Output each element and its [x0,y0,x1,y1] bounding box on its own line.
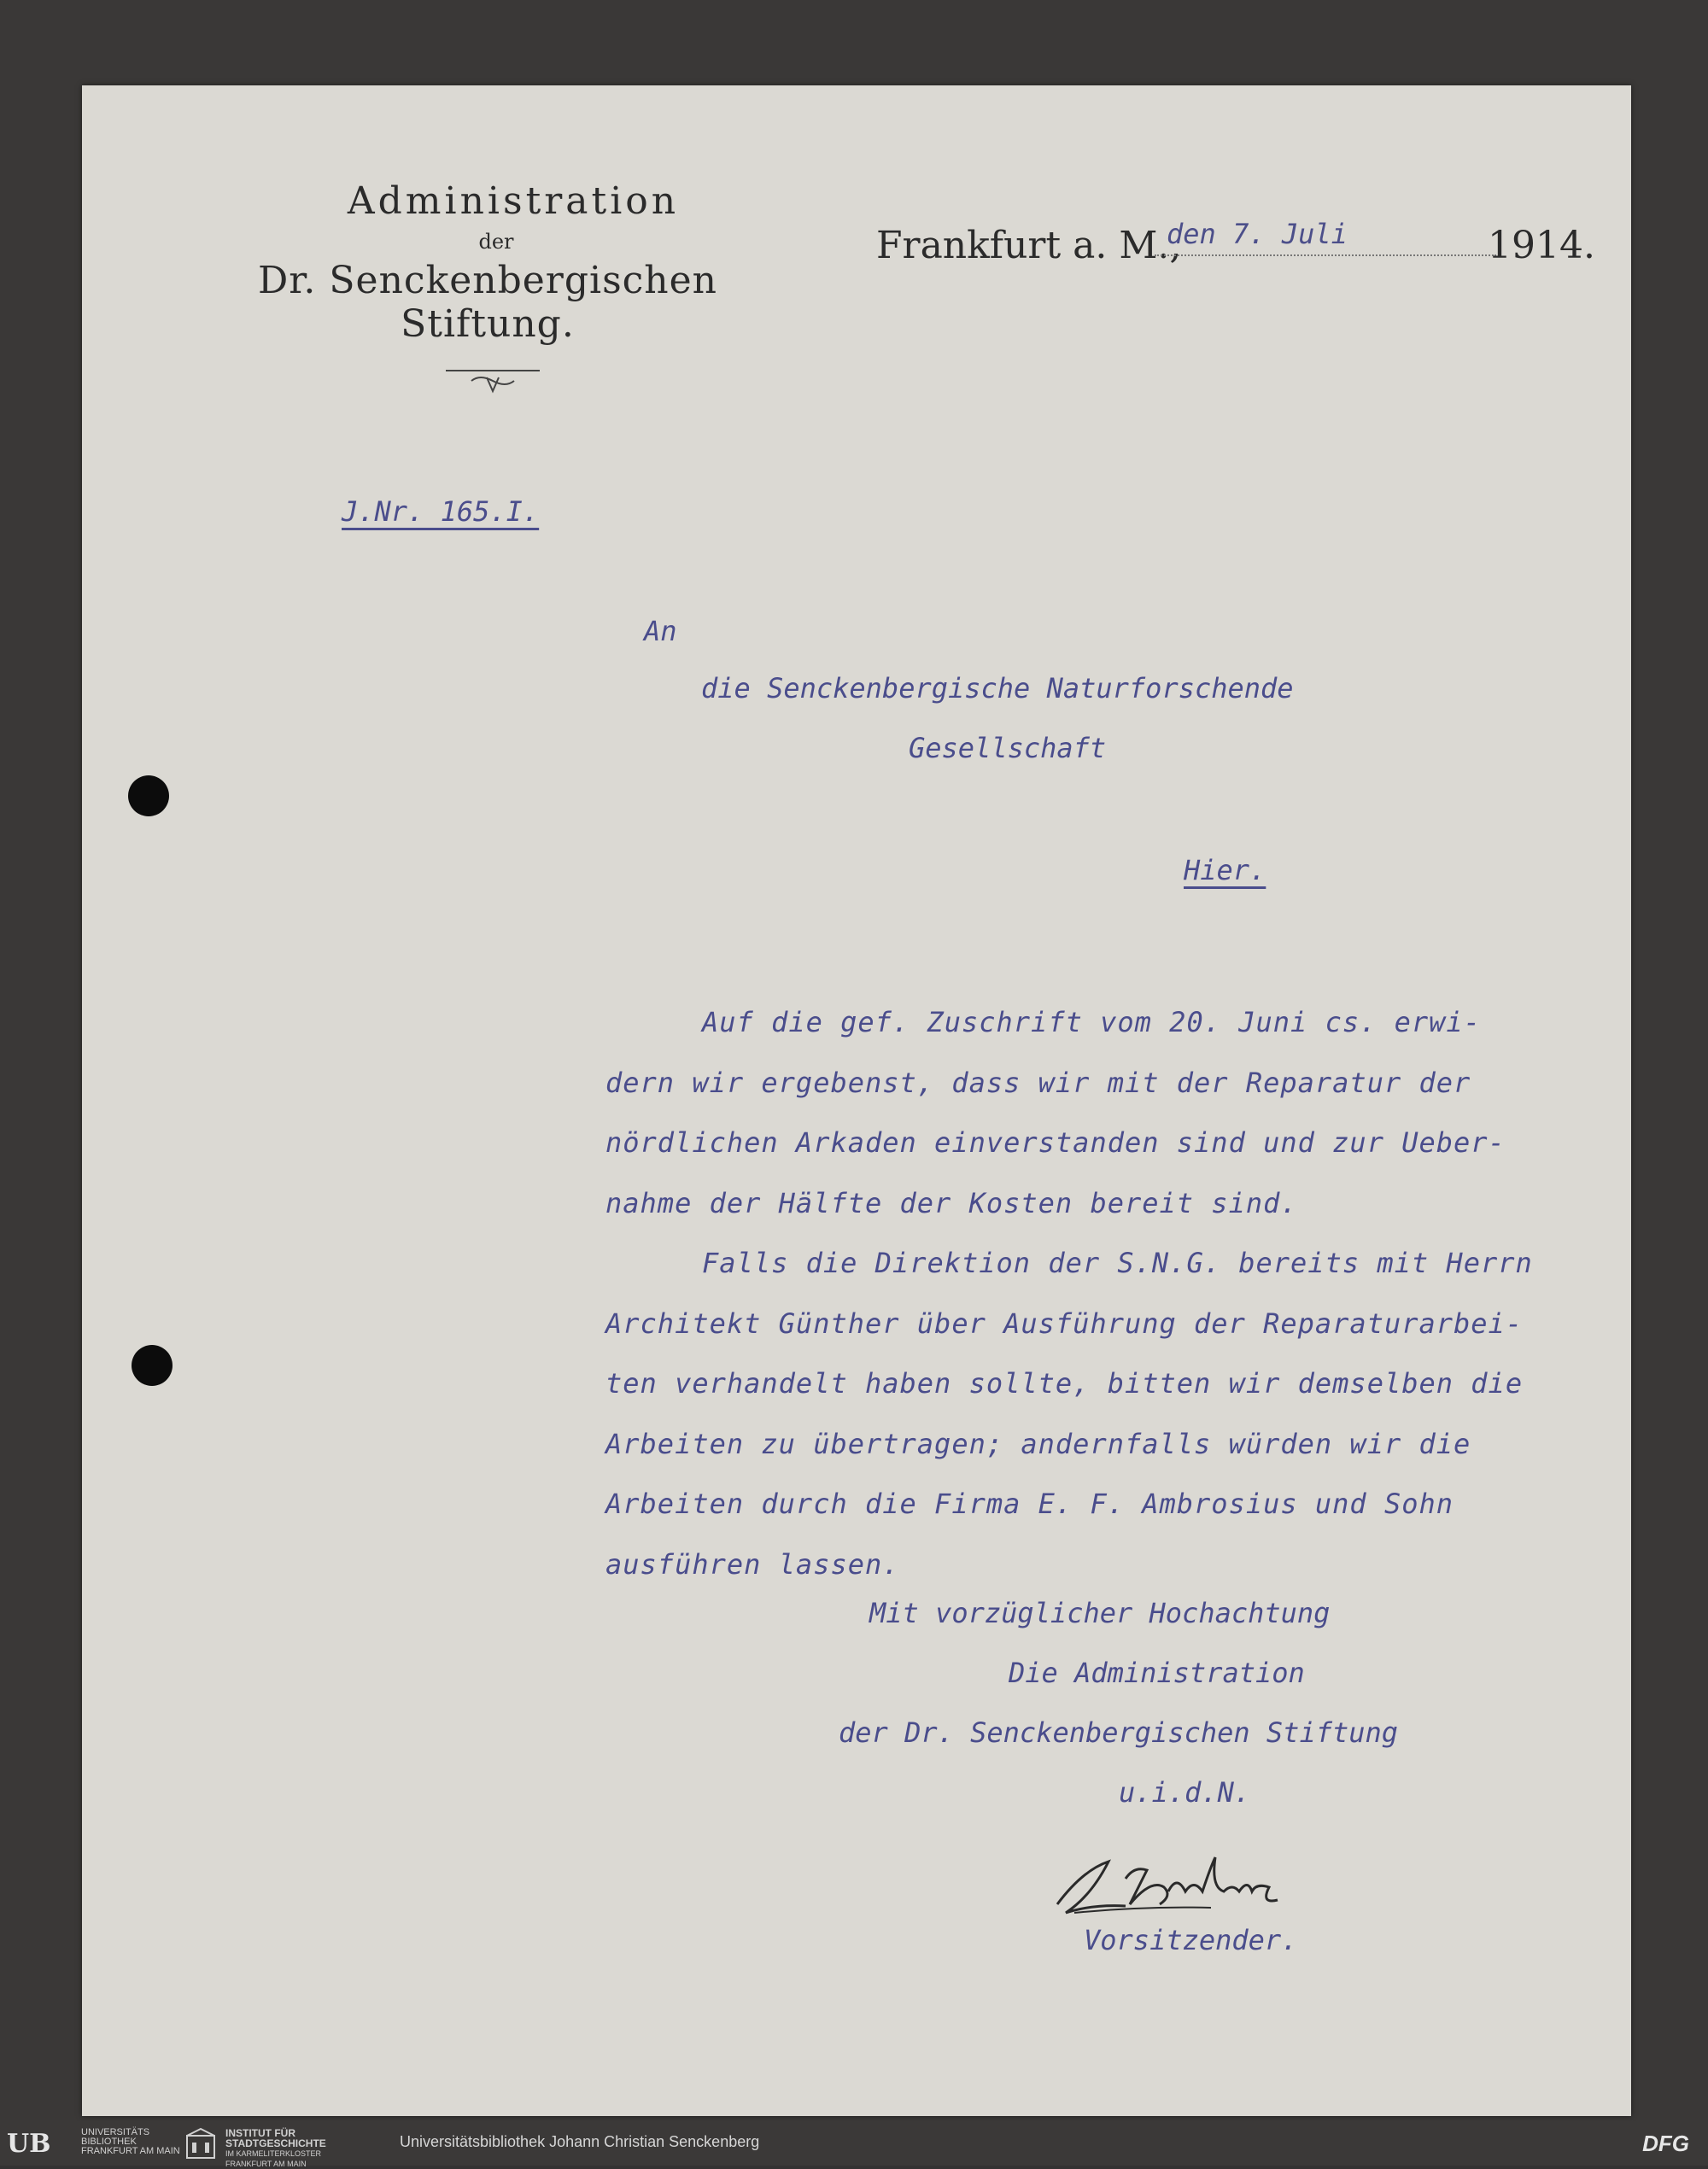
ub-logo-line: UNIVERSITÄTS [81,2127,150,2137]
letterhead [210,179,765,346]
punch-hole [128,775,169,816]
body-line: Auf die gef. Zuschrift vom 20. Juni cs. erwi- [702,1006,1481,1038]
institute-line: IM KARMELITERKLOSTER [225,2149,322,2158]
ub-logo: UB [7,2129,51,2159]
date-dotted-line [1155,254,1496,256]
closing-line-4: u.i.d.N. [1119,1776,1251,1809]
library-name: Universitätsbibliothek Johann Christian Senckenberg [400,2133,760,2150]
closing-line-1: Mit vorzüglicher Hochachtung [869,1597,1331,1629]
letter-body [605,992,1647,1594]
recipient-line-2: Gesellschaft [909,732,1107,764]
place-line: Frankfurt a. M., [876,224,1182,267]
letterhead-title: Administration [347,179,680,223]
body-line: dern wir ergebenst, dass wir mit der Reparatur der [605,1066,1471,1099]
journal-number: J.Nr. 165.I. [342,495,540,528]
letterhead-name: Dr. Senckenbergischen Stiftung. [257,259,718,346]
body-line: nördlichen Arkaden einverstanden sind und zur Ueber- [605,1126,1506,1159]
body-line: ausführen lassen. [605,1547,900,1581]
recipient-location: Hier. [1184,854,1266,886]
body-line: Falls die Direktion der S.N.G. bereits mit Herrn [702,1247,1533,1279]
body-line: Arbeiten durch die Firma E. F. Ambrosius und Sohn [605,1488,1454,1520]
ub-logo-line: FRANKFURT AM MAIN [81,2146,180,2156]
institute-line: INSTITUT FÜR [225,2127,295,2139]
body-line: Arbeiten zu übertragen; andernfalls würden wir die [605,1427,1471,1460]
ornament-icon [446,364,540,398]
closing-line-2: Die Administration [1009,1657,1305,1689]
closing-line-3: der Dr. Senckenbergischen Stiftung [839,1716,1399,1749]
letter-page [82,85,1631,2116]
institute-logo-icon [184,2127,218,2161]
letterhead-der: der [478,230,514,254]
institute-line: FRANKFURT AM MAIN [225,2160,307,2168]
punch-hole [132,1345,173,1386]
institute-text [225,2128,326,2169]
body-line: Architekt Günther über Ausführung der Reparaturarbei- [605,1307,1524,1340]
body-line: nahme der Hälfte der Kosten bereit sind. [605,1186,1298,1219]
recipient-salutation: An [644,615,677,647]
footer-bar [0,2120,1708,2166]
recipient-line-1: die Senckenbergische Naturforschende [701,672,1294,704]
body-line: ten verhandelt haben sollte, bitten wir demselben die [605,1367,1524,1400]
year: 1914. [1488,224,1595,267]
institute-line: STADTGESCHICHTE [225,2137,326,2149]
ub-logo-line: BIBLIOTHEK [81,2137,137,2147]
date-typed: den 7. Juli [1167,218,1348,250]
dfg-logo: DFG [1642,2131,1689,2156]
ub-logo-text [81,2128,180,2156]
signer-title: Vorsitzender. [1084,1924,1298,1956]
